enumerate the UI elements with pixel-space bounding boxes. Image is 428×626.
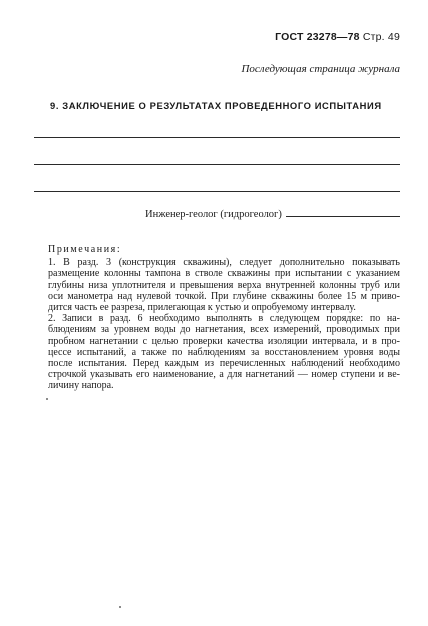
scan-speck: [119, 606, 121, 608]
note-line: оси манометра над нулевой точкой. При глубине скважины более 15 м приво-: [48, 290, 400, 302]
signature-label: Инженер-геолог (гидрогеолог): [145, 209, 282, 220]
note-line: цессе испытаний, а также по наблюдениям за восстановлением уровня воды: [48, 346, 400, 358]
blank-line-2: [34, 164, 400, 165]
note-line: пробном нагнетании с целью проверки качества изоляции интервала, и в про-: [48, 335, 400, 347]
note-line: размещение колонны тампона в стволе скважины при испытании с указанием: [48, 268, 400, 280]
standard-number: ГОСТ 23278—78: [275, 31, 360, 43]
note-1: [48, 257, 400, 313]
blank-line-3: [34, 191, 400, 192]
note-line: блюдениям за уровнем воды до нагнетания, всех измерений, проводимых при: [48, 324, 400, 336]
note-line: строчкой указывать его наименование, а для нагнетаний — номер ступени и ве-: [48, 369, 400, 381]
note-line: после испытания. Перед каждым из перечисленных наблюдений необходимо: [48, 358, 400, 370]
page-number: Стр. 49: [362, 31, 400, 43]
section-title: 9. ЗАКЛЮЧЕНИЕ О РЕЗУЛЬТАТАХ ПРОВЕДЕННОГО ИСПЫТАНИЯ: [50, 100, 382, 111]
note-line: дится часть ее разреза, прилегающая к устью и опробуемому интервалу.: [48, 302, 356, 314]
note-2: [48, 313, 400, 391]
blank-line-1: [34, 137, 400, 138]
note-line: глубины низа уплотнителя и превышения верха внутренней колонны труб или: [48, 279, 400, 291]
note-line: 1. В разд. 3 (конструкция скважины), следует дополнительно показывать: [48, 257, 400, 269]
scan-speck: [46, 398, 48, 400]
notes-section: [48, 244, 400, 392]
signature-line: [286, 216, 400, 217]
note-line: 2. Записи в разд. 6 необходимо выполнять в следующем порядке: по на-: [48, 313, 400, 325]
notes-title: Примечания:: [48, 244, 122, 255]
page-header: [275, 31, 400, 43]
page-subtitle: Последующая страница журнала: [241, 63, 400, 75]
note-line: личину напора.: [48, 380, 114, 392]
